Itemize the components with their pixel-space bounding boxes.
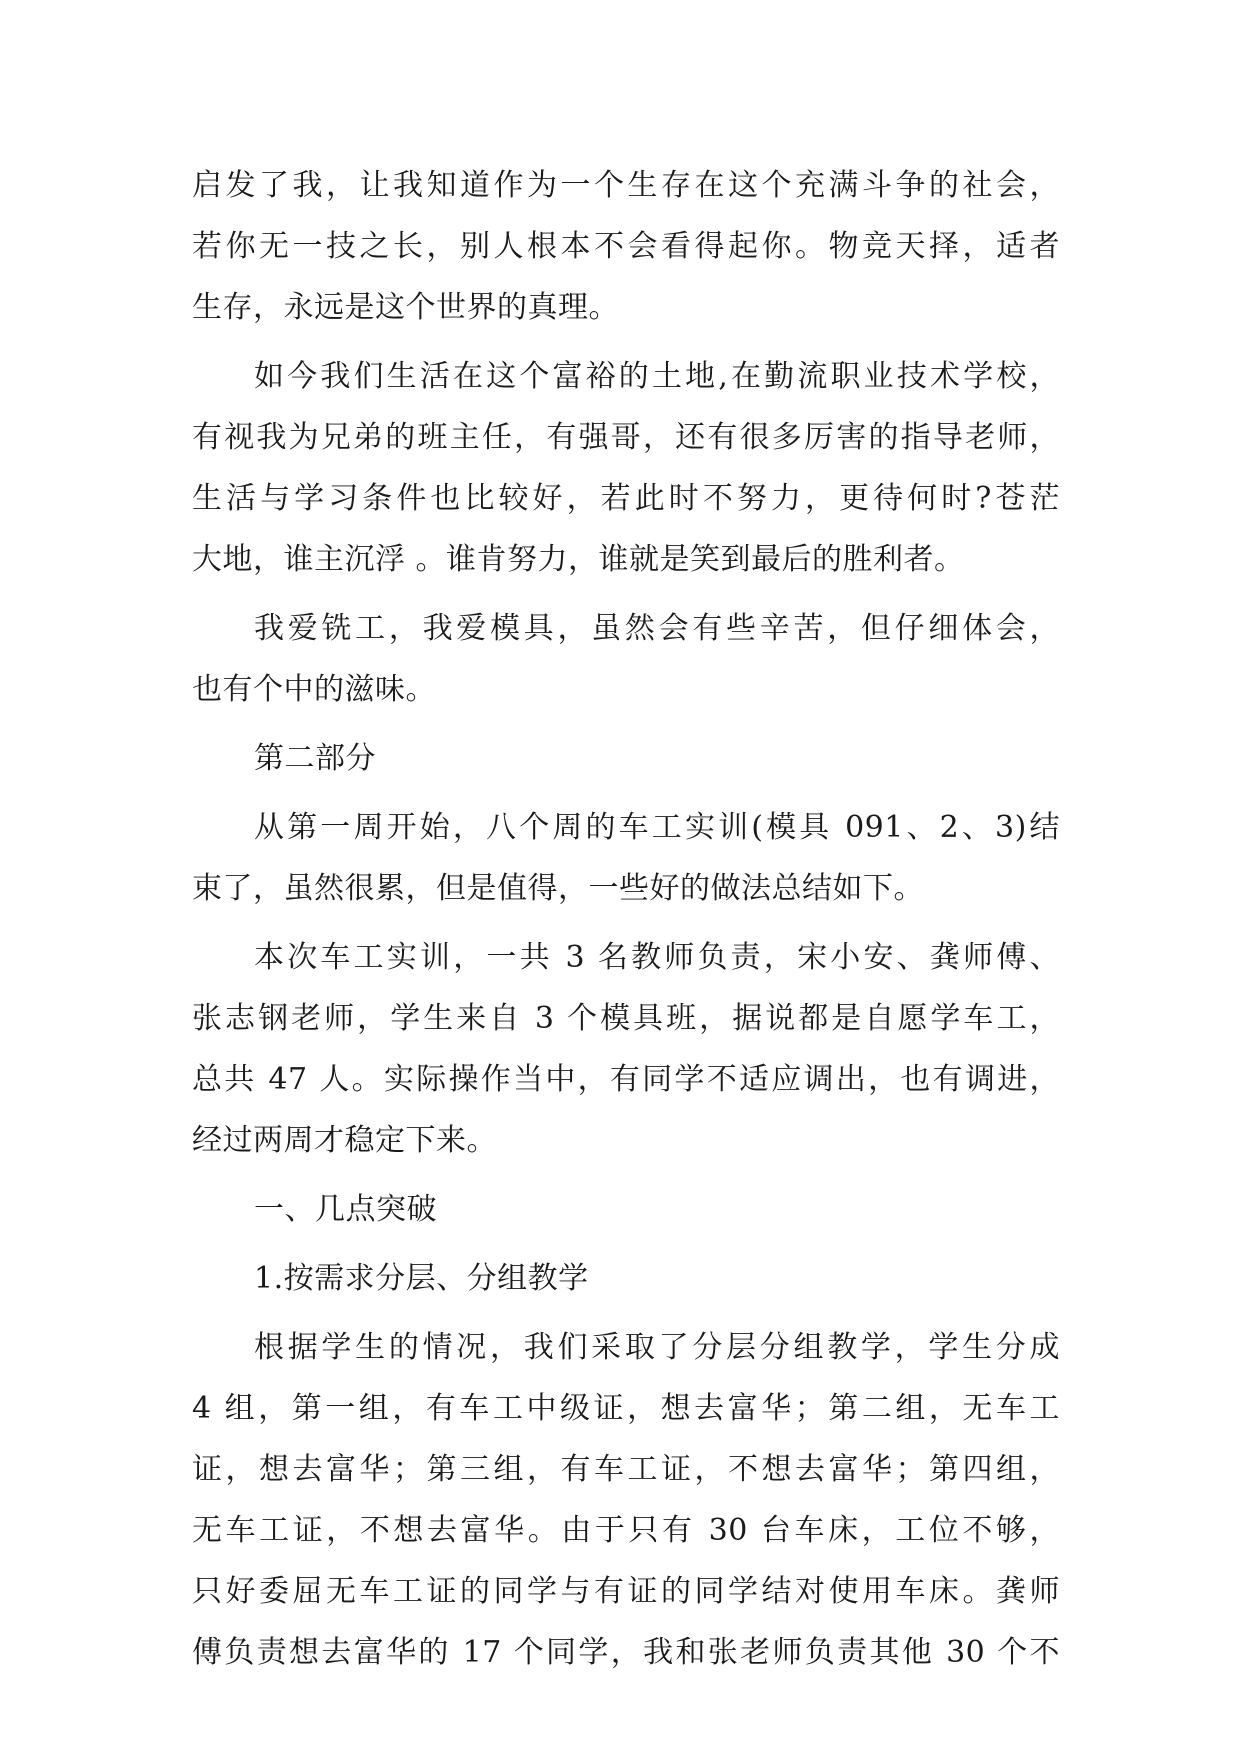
paragraph [192,927,1060,1171]
text-line: 证，想去富华；第三组，有车工证，不想去富华；第四组， [192,1452,1060,1487]
text-line: 如今我们生活在这个富裕的土地,在勤流职业技术学校， [254,359,1060,394]
text-line: 傅负责想去富华的 17 个同学，我和张老师负责其他 30 个不 [192,1635,1060,1670]
text-line: 无车工证，不想去富华。由于只有 30 台车床，工位不够， [192,1513,1060,1548]
item-heading-text: 1.按需求分层、分组教学 [254,1261,589,1296]
text-line: 启发了我，让我知道作为一个生存在这个充满斗争的社会， [192,168,1060,203]
item-heading [192,1248,1060,1309]
paragraph [192,598,1060,720]
section-heading-text: 第二部分 [254,741,376,776]
text-line: 若你无一技之长，别人根本不会看得起你。物竞天择，适者 [192,229,1060,264]
text-line: 从第一周开始，八个周的车工实训(模具 091、2、3)结 [254,810,1060,845]
text-line: 4 组，第一组，有车工中级证，想去富华；第二组，无车工 [192,1391,1060,1426]
text-line: 生活与学习条件也比较好，若此时不努力，更待何时?苍茫 [192,481,1060,516]
text-line: 我爱铣工，我爱模具，虽然会有些辛苦，但仔细体会， [254,611,1060,646]
text-line: 张志钢老师，学生来自 3 个模具班，据说都是自愿学车工， [192,1001,1060,1036]
text-line: 也有个中的滋味。 [192,672,436,707]
subsection-heading [192,1179,1060,1240]
text-line: 只好委屈无车工证的同学与有证的同学结对使用车床。龚师 [192,1574,1060,1609]
text-line: 生存，永远是这个世界的真理。 [192,290,619,325]
text-line: 大地，谁主沉浮 。谁肯努力，谁就是笑到最后的胜利者。 [192,542,965,577]
paragraph [192,346,1060,590]
paragraph [192,1317,1060,1683]
text-line: 有视我为兄弟的班主任，有强哥，还有很多厉害的指导老师， [192,420,1060,455]
paragraph [192,155,1060,338]
section-heading [192,728,1060,789]
subsection-heading-text: 一、几点突破 [254,1192,437,1227]
text-line: 束了，虽然很累，但是值得，一些好的做法总结如下。 [192,871,924,906]
text-line: 经过两周才稳定下来。 [192,1123,497,1158]
document-page [192,155,1060,1683]
paragraph [192,797,1060,919]
text-line: 根据学生的情况，我们采取了分层分组教学，学生分成 [254,1330,1060,1365]
text-line: 总共 47 人。实际操作当中，有同学不适应调出，也有调进， [192,1062,1060,1097]
text-line: 本次车工实训，一共 3 名教师负责，宋小安、龚师傅、 [254,940,1060,975]
